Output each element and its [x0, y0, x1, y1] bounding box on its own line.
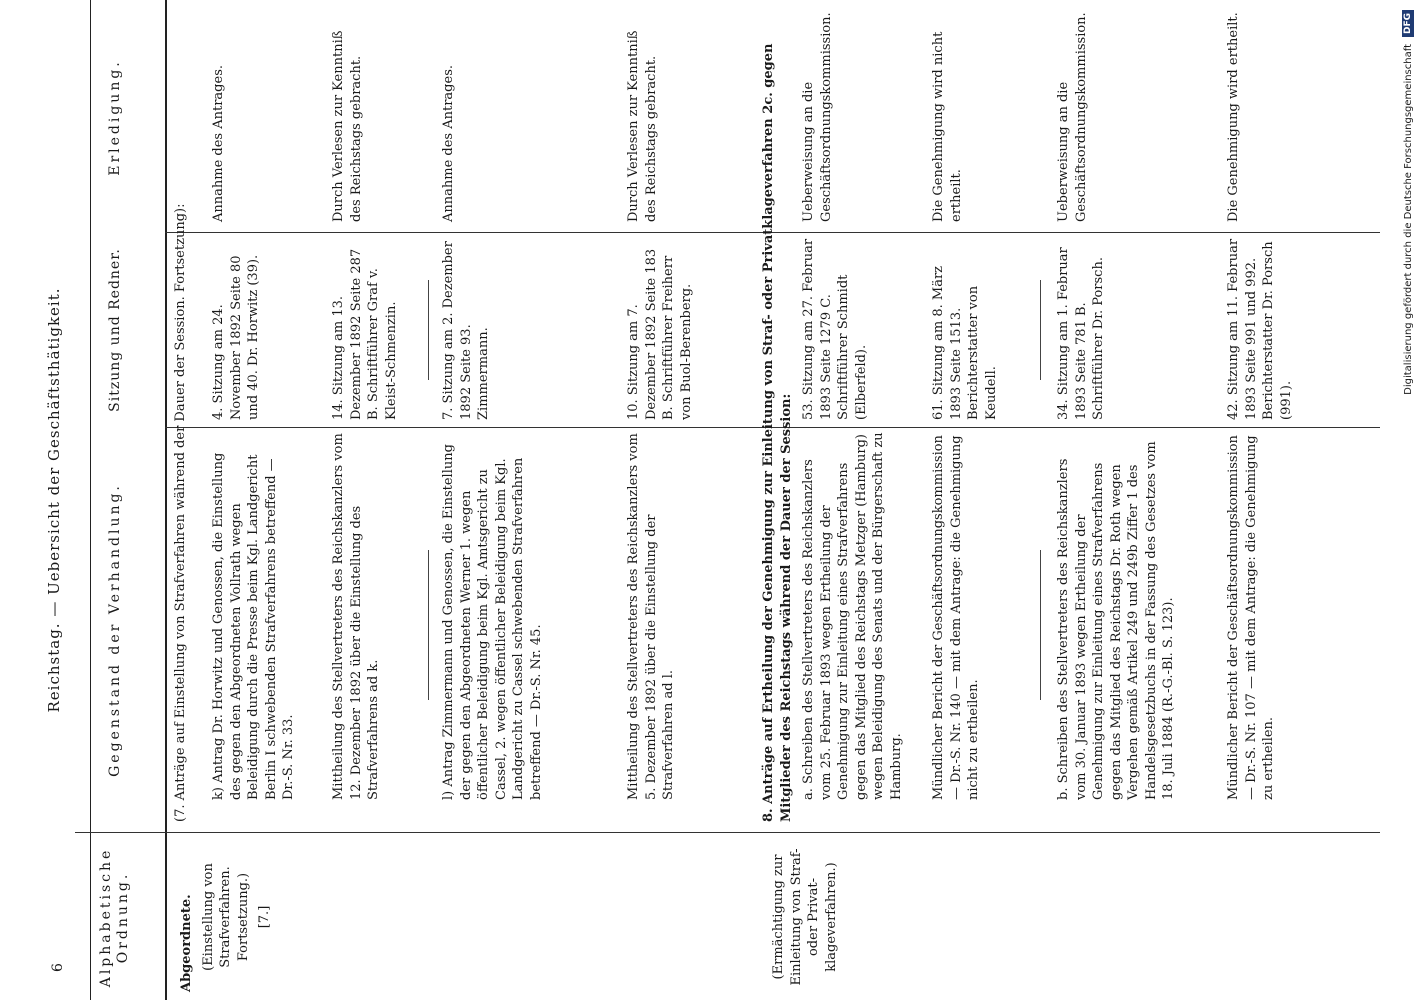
resolution-entry: Durch Verlesen zur Kenntniß des Reichstags gebracht.: [626, 30, 659, 222]
subject-entry: Mündlicher Bericht der Geschäftsordnungskommission — Dr.-S. Nr. 107 — mit dem Antrage: die Genehmigung zu ertheilen.: [1226, 435, 1276, 800]
dfg-badge: DFG: [1402, 10, 1414, 37]
resolution-entry: Annahme des Antrages.: [441, 65, 456, 222]
subject-entry: Mittheilung des Stellvertreters des Reichskanzlers vom 5. Dezember 1892 über die Einstellung der Strafverfahren ad l.: [626, 433, 676, 800]
resolution-entry: Ueberweisung an die Geschäftsordnungskommission.: [801, 12, 834, 222]
entry-note: (Einstellung von Strafverfahren. Fortsetzung.): [200, 863, 251, 971]
subject-entry: b. Schreiben des Stellvertreters des Reichskanzlers vom 30. Januar 1893 wegen Ertheilung der Genehmigung zur Einleitung eines Strafverfahrens gegen das Mitglied des Reichstags Dr. Roth wegen Vergehen gemäß Artikel 249 und 249b Ziffer 1 des Handelsgesetzbuchs in der Fassung des Gesetzes vom 18. Juli 1884 (R.-G.-Bl. S. 123).: [1056, 441, 1176, 800]
alphabetical-entry: [178, 842, 274, 992]
session-entry: 61. Sitzung am 8. März 1893 Seite 1513. Berichterstatter von Keudell.: [931, 265, 999, 420]
stamp-text: Digitalisierung gefördert durch die Deutsche Forschungsgemeinschaft: [1403, 44, 1414, 395]
entry-title: Abgeordnete.: [179, 894, 194, 992]
column-header-resolution: Erledigung.: [106, 59, 123, 176]
session-entry: 4. Sitzung am 24. November 1892 Seite 80 und 40. Dr. Horwitz (39).: [211, 254, 261, 420]
subject-entry: k) Antrag Dr. Horwitz und Genossen, die Einstellung des gegen den Abgeordneten Vollrath wegen Beleidigung durch die Presse beim Kgl. Landgericht Berlin I schwebenden Strafverfahrens betreffend — Dr.-S. Nr. 33.: [211, 452, 296, 800]
resolution-entry: Die Genehmigung wird ertheilt.: [1226, 12, 1241, 222]
alphabetical-entry: [770, 842, 840, 992]
digitization-stamp: [1400, 10, 1420, 690]
column-header-rule: [165, 0, 167, 1000]
section-heading: 8. Anträge auf Ertheilung der Genehmigung zur Einleitung von Straf- oder Privatklageverfahren 2c. gegen Mitglieder des Reichstags während der Dauer der Session:: [761, 43, 794, 822]
section-heading: (7. Anträge auf Einstellung von Strafverfahren während der Dauer der Session. Fortsetzung):: [173, 203, 188, 822]
column-divider: [75, 832, 1380, 833]
entry-divider: [428, 550, 429, 700]
entry-reference: [7.]: [257, 905, 272, 929]
entry-divider: [1040, 550, 1041, 700]
session-entry: 53. Sitzung am 27. Februar 1893 Seite 1279 C. Schriftführer Schmidt (Elberfeld).: [801, 238, 869, 420]
running-head: Reichstag. — Uebersicht der Geschäftsthätigkeit.: [45, 287, 63, 713]
subject-entry: a. Schreiben des Stellvertreters des Reichskanzlers vom 25. Februar 1893 wegen Ertheilung der Genehmigung zur Einleitung eines Strafverfahrens gegen das Mitglied des Reichstags Metzger (Hamburg) wegen Beleidigung des Senats und der Bürgerschaft zu Hamburg.: [801, 432, 904, 800]
entry-divider: [1040, 280, 1041, 380]
page-number: 6: [50, 963, 66, 972]
column-header-session: Sitzung und Redner.: [106, 248, 123, 412]
resolution-entry: Durch Verlesen zur Kenntniß des Reichstags gebracht.: [331, 30, 364, 222]
session-entry: 10. Sitzung am 7. Dezember 1892 Seite 183 B. Schriftführer Freiherr von Buol-Berenberg.: [626, 248, 694, 420]
resolution-entry: Annahme des Antrages.: [211, 65, 226, 222]
column-header-subject: Gegenstand der Verhandlung.: [106, 483, 123, 777]
session-entry: 7. Sitzung am 2. Dezember 1892 Seite 93. Zimmermann.: [441, 241, 491, 420]
resolution-entry: Ueberweisung an die Geschäftsordnungskommission.: [1056, 12, 1089, 222]
entry-divider: [428, 280, 429, 380]
session-entry: 42. Sitzung am 11. Februar 1893 Seite 991 und 992. Berichterstatter Dr. Porsch (991).: [1226, 238, 1294, 420]
subject-entry: l) Antrag Zimmermann und Genossen, die Einstellung der gegen den Abgeordneten Werner 1. wegen öffentlicher Beleidigung beim Kgl. Amtsgericht zu Cassel, 2. wegen öffentlicher Beleidigung beim Kgl. Landgericht zu Cassel schwebenden Strafverfahren betreffend — Dr.-S. Nr. 45.: [441, 444, 544, 800]
subject-entry: Mittheilung des Stellvertreters des Reichskanzlers vom 12. Dezember 1892 über die Einstellung des Strafverfahrens ad k.: [331, 433, 381, 800]
subject-entry: Mündlicher Bericht der Geschäftsordnungskommission — Dr.-S. Nr. 140 — mit dem Antrage: die Genehmigung nicht zu ertheilen.: [931, 435, 981, 800]
session-entry: 14. Sitzung am 13. Dezember 1892 Seite 287 B. Schriftführer Graf v. Kleist-Schmenzin.: [331, 248, 399, 420]
session-entry: 34. Sitzung am 1. Februar 1893 Seite 781 B. Schriftführer Dr. Porsch.: [1056, 247, 1106, 420]
entry-note: (Ermächtigung zur Einleitung von Straf- oder Privat-klageverfahren.): [771, 848, 839, 986]
column-header-alphabetical: Alphabetische Ordnung.: [98, 847, 131, 988]
resolution-entry: Die Genehmigung wird nicht ertheilt.: [931, 31, 964, 222]
